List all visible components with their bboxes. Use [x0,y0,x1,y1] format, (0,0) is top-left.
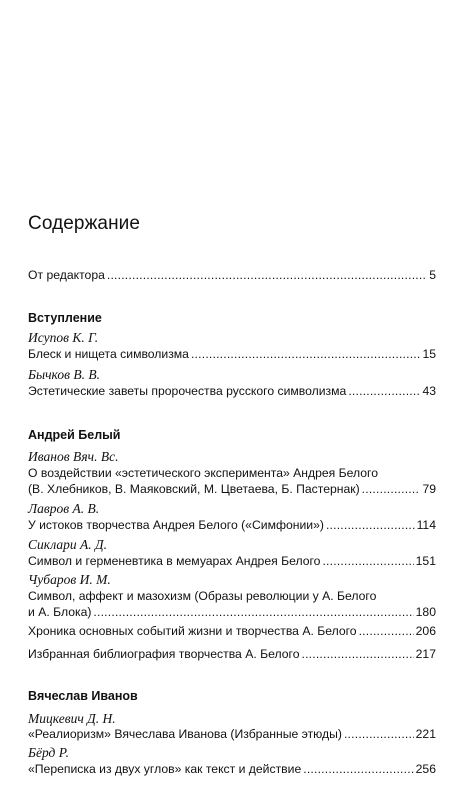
toc-entry[interactable] [28,761,436,777]
entry-title: Избранная библиография творчества А. Белого [28,647,300,661]
leader-dots [191,346,420,362]
entry-author: Чубаров И. М. [28,572,111,587]
page-number: 256 [415,762,436,776]
entry-title: У истоков творчества Андрея Белого («Симфонии») [28,518,324,532]
entry-title-line: Символ, аффект и мазохизм (Образы революции у А. Белого [28,589,377,603]
entry-title: «Реалиоризм» Вячеслава Иванова (Избранные этюды) [28,727,342,741]
entry-title: Блеск и нищета символизма [28,347,189,361]
section-heading-ivanov: Вячеслав Иванов [28,689,138,703]
leader-dots [93,604,413,620]
entry-title-line: и А. Блока) [28,605,92,619]
page-number: 206 [415,624,436,638]
page-number: 5 [429,268,436,282]
toc-entry[interactable] [28,517,436,533]
page-number: 151 [415,554,436,568]
page-number: 221 [415,727,436,741]
leader-dots [303,761,413,777]
page-number: 15 [422,347,436,361]
leader-dots [107,267,427,283]
leader-dots [301,646,413,662]
leader-dots [322,553,413,569]
toc-entry[interactable] [28,553,436,569]
toc-entry[interactable] [28,346,436,362]
entry-title: От редактора [28,268,105,282]
entry-author: Исупов К. Г. [28,330,99,345]
section-heading-intro: Вступление [28,311,102,325]
entry-author: Сиклари А. Д. [28,537,107,552]
leader-dots [344,726,414,742]
entry-title: «Переписка из двух углов» как текст и действие [28,762,302,776]
page-number: 79 [422,482,436,496]
toc-entry[interactable] [28,588,436,620]
entry-author: Бёрд Р. [28,745,70,760]
leader-dots [359,623,414,639]
toc-entry[interactable] [28,465,436,497]
page-number: 43 [422,384,436,398]
toc-entry-chronicle[interactable] [28,623,436,639]
entry-title: Символ и герменевтика в мемуарах Андрея Белого [28,554,321,568]
toc-entry[interactable] [28,726,436,742]
entry-author: Бычков В. В. [28,367,100,382]
entry-title: Эстетические заветы пророчества русского символизма [28,384,347,398]
toc-entry[interactable] [28,383,436,399]
leader-dots [348,383,420,399]
entry-title: Хроника основных событий жизни и творчества А. Белого [28,624,357,638]
page-number: 114 [416,518,436,532]
toc-entry-editor[interactable] [28,267,436,283]
entry-author: Иванов Вяч. Вс. [28,449,119,464]
section-heading-bely: Андрей Белый [28,428,121,442]
toc-entry-bibliography[interactable] [28,646,436,662]
entry-title-line: О воздействии «эстетического эксперимента» Андрея Белого [28,466,379,480]
leader-dots [362,481,421,497]
leader-dots [326,517,415,533]
page-number: 180 [415,605,436,619]
entry-title-line: (В. Хлебников, В. Маяковский, М. Цветаева, Б. Пастернак) [28,482,360,496]
page-title: Содержание [28,213,141,234]
entry-author: Лавров А. В. [28,501,100,516]
page-number: 217 [415,647,436,661]
entry-author: Мицкевич Д. Н. [28,711,116,726]
